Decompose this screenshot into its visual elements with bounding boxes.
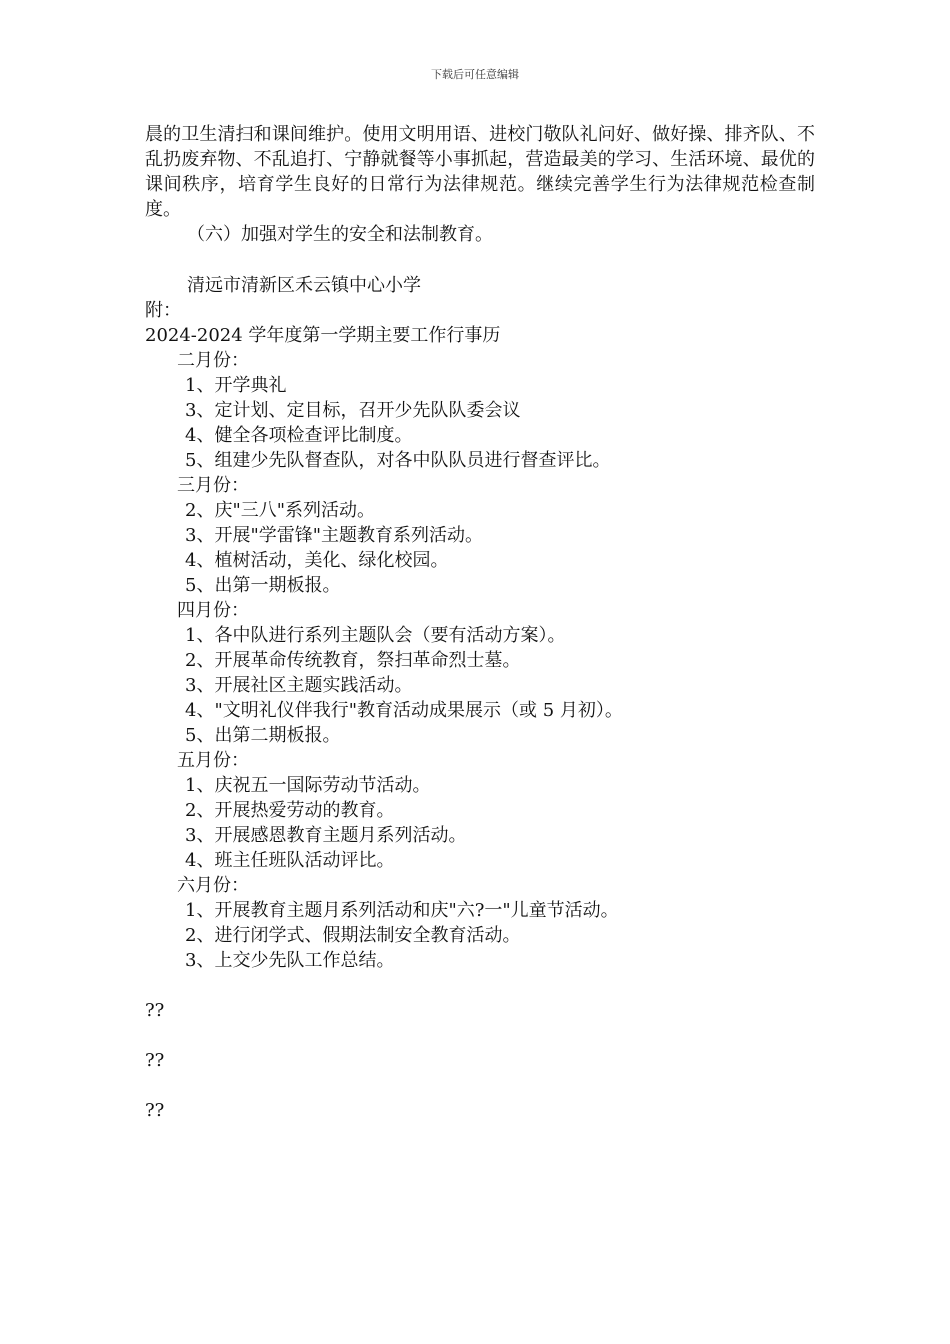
document-body (145, 122, 815, 1123)
month-heading: 四月份： (177, 600, 249, 621)
placeholder-mark: ?? (145, 1100, 165, 1121)
list-item: 2、开展革命传统教育，祭扫革命烈士墓。 (185, 650, 521, 671)
appendix-label: 附： (145, 300, 181, 321)
month-heading: 三月份： (177, 475, 249, 496)
school-name: 清远市清新区禾云镇中心小学 (187, 275, 421, 296)
list-item: 1、开展教育主题月系列活动和庆"六?一"儿童节活动。 (185, 900, 619, 921)
list-item: 4、"文明礼仪伴我行"教育活动成果展示（或 5 月初）。 (185, 700, 623, 721)
list-item: 3、开展"学雷锋"主题教育系列活动。 (185, 525, 484, 546)
list-item: 5、组建少先队督查队，对各中队队员进行督查评比。 (185, 450, 611, 471)
section-six-heading: （六）加强对学生的安全和法制教育。 (187, 224, 493, 245)
month-section-jun (145, 873, 815, 973)
month-heading: 二月份： (177, 350, 249, 371)
download-note: 下载后可任意编辑 (431, 68, 519, 81)
body-paragraph: 晨的卫生清扫和课间维护。使用文明用语、进校门敬队礼问好、做好操、排齐队、不乱扔废弃物、不乱追打、宁静就餐等小事抓起，营造最美的学习、生活环境、最优的课间秩序，培育学生良好的日常行为法律规范。继续完善学生行为法律规范检查制度。 (145, 124, 815, 220)
list-item: 2、庆"三八"系列活动。 (185, 500, 376, 521)
list-item: 5、出第二期板报。 (185, 725, 341, 746)
list-item: 5、出第一期板报。 (185, 575, 341, 596)
list-item: 1、开学典礼 (185, 375, 287, 396)
list-item: 4、植树活动，美化、绿化校园。 (185, 550, 449, 571)
calendar-title: 2024-2024 学年度第一学期主要工作行事历 (145, 325, 501, 346)
placeholder-mark: ?? (145, 1000, 165, 1021)
list-item: 2、开展热爱劳动的教育。 (185, 800, 395, 821)
month-heading: 六月份： (177, 875, 249, 896)
month-heading: 五月份： (177, 750, 249, 771)
list-item: 4、班主任班队活动评比。 (185, 850, 395, 871)
spacer (145, 973, 815, 998)
list-item: 3、定计划、定目标，召开少先队队委会议 (185, 400, 521, 421)
list-item: 1、庆祝五一国际劳动节活动。 (185, 775, 431, 796)
placeholder-mark: ?? (145, 1050, 165, 1071)
month-section-apr (145, 598, 815, 748)
list-item: 3、开展社区主题实践活动。 (185, 675, 413, 696)
list-item: 3、开展感恩教育主题月系列活动。 (185, 825, 467, 846)
list-item: 2、进行闭学式、假期法制安全教育活动。 (185, 925, 521, 946)
month-section-feb (145, 348, 815, 473)
spacer (145, 247, 815, 273)
list-item: 3、上交少先队工作总结。 (185, 950, 395, 971)
list-item: 1、各中队进行系列主题队会（要有活动方案）。 (185, 625, 566, 646)
list-item: 4、健全各项检查评比制度。 (185, 425, 413, 446)
month-section-mar (145, 473, 815, 598)
month-section-may (145, 748, 815, 873)
